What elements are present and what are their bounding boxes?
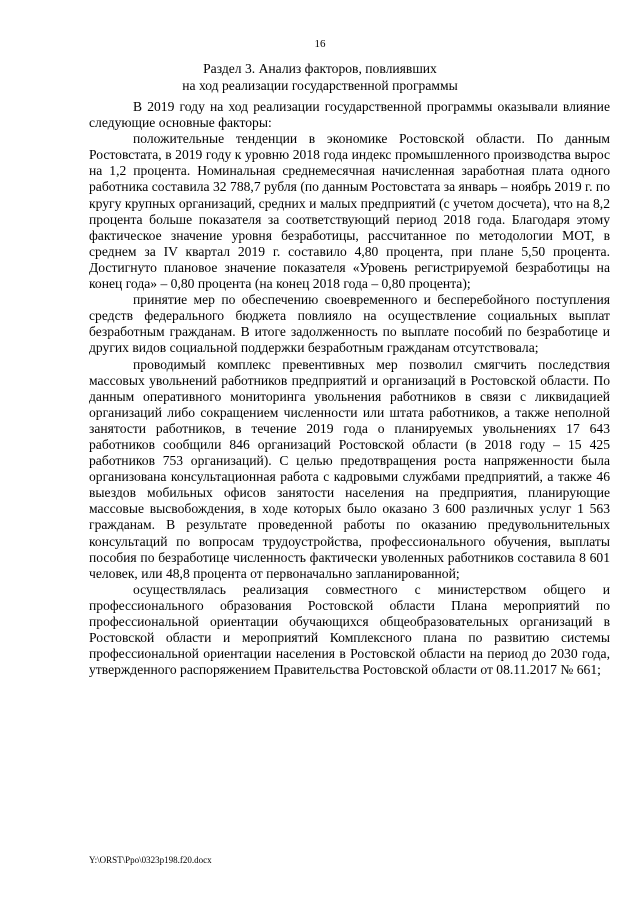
paragraph-career-guidance: осуществлялась реализация совместного с министерством общего и профессионального образования Ростовской области Плана мероприятий по профессиональной ориентации обучающихся общеобразовательных организаций в Ростовской области и мероприятий Комплексного плана по развитию системы профессиональной ориентации населения в Ростовской области на период до 2030 года, утвержденного распоряжением Правительства Ростовской области от 08.11.2017 № 661; xyxy=(89,581,610,678)
paragraph-preventive-measures: проводимый комплекс превентивных мер позволил смягчить последствия массовых увольнений работников предприятий и организаций в Ростовской области. По данным оперативного мониторинга увольнения работников в связи с ликвидацией организаций либо сокращением численности или штата работников, а также неполной занятости работников, в течение 2019 года о планируемых увольнениях 17 643 работников сообщили 846 организаций Ростовской области (в 2018 году – 15 425 работников 753 организаций). С целью предотвращения роста напряженности была организована консультационная работа с кадровыми службами предприятий, а также 46 выездов мобильных офисов занятости населения на предприятия, планирующие массовые высвобождения, в ходе которых было оказано 3 600 различных услуг 1 563 гражданам. В результате проведенной работы по оказанию предувольнительных консультаций по вопросам трудоустройства, профессионального обучения, выплаты пособия по безработице численность фактически уволенных работников составила 8 601 человек, или 48,8 процента от первоначально запланированной; xyxy=(89,356,610,581)
document-body xyxy=(89,99,610,678)
page-number: 16 xyxy=(314,38,326,50)
section-title-line-2: на ход реализации государственной программы xyxy=(182,78,458,93)
paragraph-federal-budget: принятие мер по обеспечению своевременного и бесперебойного поступления средств федерального бюджета повлияло на осуществление социальных выплат безработным гражданам. В итоге задолженность по выплате пособий по безработице и других видов социальной поддержки безработным гражданам отсутствовала; xyxy=(89,292,610,356)
paragraph-economy: положительные тенденции в экономике Ростовской области. По данным Ростовстата, в 2019 году к уровню 2018 года индекс промышленного производства вырос на 1,2 процента. Номинальная среднемесячная начисленная заработная плата одного работника составила 32 788,7 рубля (по данным Ростовстата за январь – ноябрь 2019 г. по кругу крупных организаций, средних и малых предприятий (с учетом досчета), что на 8,2 процента больше показателя за соответствующий период 2018 года. Благодаря этому фактическое значение уровня безработицы, рассчитанное по методологии МОТ, в среднем за IV квартал 2019 г. составило 4,80 процента, при плане 5,50 процента. Достигнуто плановое значение показателя «Уровень регистрируемой безработицы на конец года» – 0,80 процента (на конец 2018 года – 0,80 процента); xyxy=(89,131,610,292)
paragraph-intro: В 2019 году на ход реализации государственной программы оказывали влияние следующие основные факторы: xyxy=(89,99,610,131)
section-title-line-1: Раздел 3. Анализ факторов, повлиявших xyxy=(203,61,437,76)
file-path-footer: Y:\ORST\Ppo\0323p198.f20.docx xyxy=(89,855,212,865)
section-title xyxy=(80,60,560,94)
